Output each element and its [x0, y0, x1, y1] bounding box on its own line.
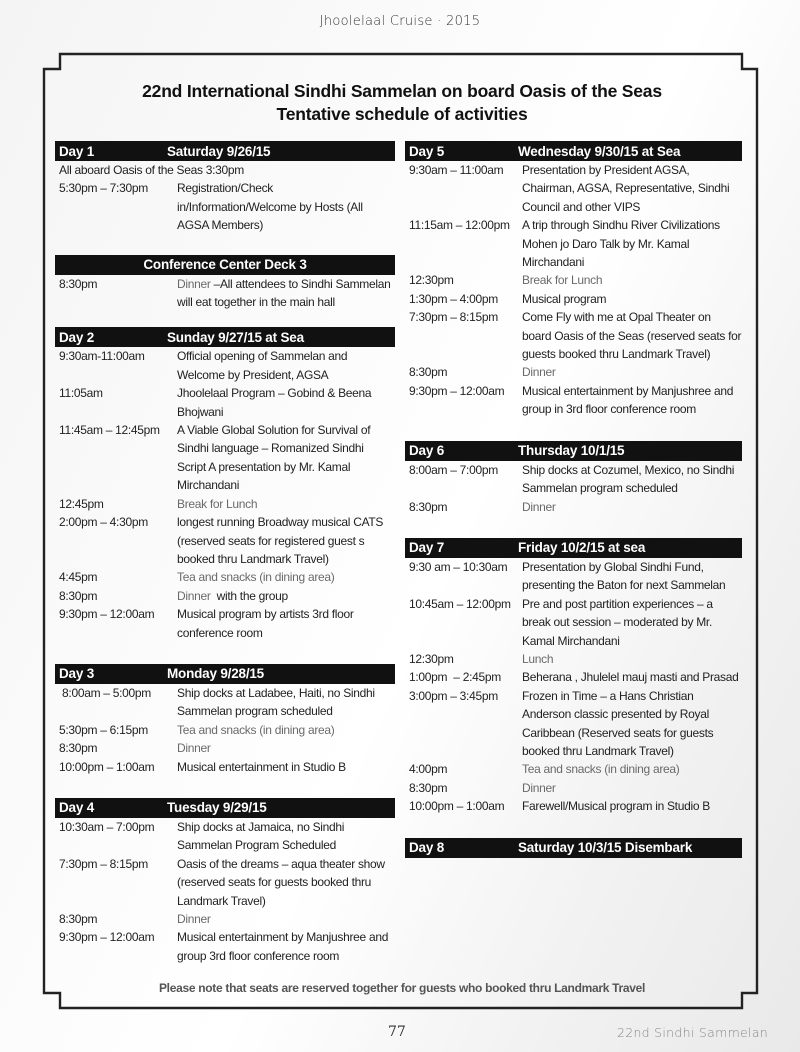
activity: All aboard Oasis of the Seas 3:30pm [59, 163, 244, 177]
schedule-row [405, 498, 742, 516]
activity: Dinner [177, 741, 211, 756]
schedule-row [55, 910, 395, 928]
day-3-section [55, 664, 395, 776]
activity: Tea and snacks (in dining area) [177, 722, 335, 737]
activity: Frozen in Time – a Hans Christian Anderson classic presented by Royal Caribbean (Reserved seats for guests booked thru Landmark Travel) [522, 688, 714, 758]
day-8-section [405, 838, 742, 858]
day-header [405, 441, 742, 461]
activity: longest running Broadway musical CATS (reserved seats for registered guest s booked thru Landmark Travel) [177, 515, 384, 566]
schedule-row [55, 568, 395, 586]
activity: Musical entertainment by Manjushree and group in 3rd floor conference room [522, 383, 734, 417]
day-date: Monday 9/28/15 [167, 666, 264, 682]
schedule-row [405, 797, 742, 815]
schedule-row [405, 271, 742, 289]
schedule-row [405, 558, 742, 595]
time: 10:00pm – 1:00am [409, 799, 505, 814]
day-date: Tuesday 9/29/15 [167, 800, 267, 816]
schedule-right-column [405, 141, 742, 868]
schedule-row [55, 161, 395, 179]
time: 12:30pm [409, 273, 454, 288]
time: 10:00pm – 1:00am [59, 759, 155, 774]
schedule-row [405, 461, 742, 498]
time: 8:00am – 5:00pm [59, 685, 151, 700]
time: 9:30am-11:00am [59, 349, 145, 364]
time: 9:30pm – 12:00am [59, 607, 155, 622]
activity: Farewell/Musical program in Studio B [522, 799, 710, 814]
time: 11:05am [59, 386, 103, 401]
time: 1:30pm – 4:00pm [409, 291, 498, 306]
day-header [405, 838, 742, 858]
schedule-row [55, 758, 395, 776]
day-number: Day 6 [409, 443, 445, 459]
title-line-1: 22nd International Sindhi Sammelan on board Oasis of the Seas [142, 81, 662, 101]
activity: Musical program [522, 291, 607, 306]
activity: Dinner [522, 365, 556, 380]
activity-dinner: Dinner [177, 276, 211, 291]
day-date: Friday 10/2/15 at sea [518, 540, 646, 556]
day-number: Day 3 [59, 666, 95, 682]
time: 7:30pm – 8:15pm [59, 856, 148, 871]
time: 12:30pm [409, 651, 454, 666]
schedule-row [405, 382, 742, 419]
schedule-row [405, 290, 742, 308]
schedule-row [405, 363, 742, 381]
day-date: Saturday 9/26/15 [167, 143, 271, 159]
schedule-row [55, 928, 395, 965]
time: 4:00pm [409, 762, 448, 777]
day-5-section [405, 141, 742, 419]
schedule-row [55, 587, 395, 605]
activity: Beherana , Jhulelel mauj masti and Prasad [522, 670, 739, 685]
activity: Pre and post partition experiences – a break out session – moderated by Mr. Kamal Mirchandani [522, 596, 713, 648]
day-header [55, 327, 395, 347]
time: 11:45am – 12:45pm [59, 423, 160, 438]
time: 9:30 am – 10:30am [409, 559, 508, 574]
schedule-row [55, 384, 395, 421]
day-number: Day 4 [59, 800, 95, 816]
time: 8:30pm [409, 499, 448, 514]
activity-detail: with the group [210, 588, 288, 603]
schedule-row [405, 760, 742, 778]
day-7-section [405, 538, 742, 816]
schedule-row [55, 818, 395, 855]
activity: Oasis of the dreams – aqua theater show (reserved seats for guests booked thru Landmark Travel) [177, 856, 385, 908]
schedule-row [405, 595, 742, 650]
schedule-row [405, 687, 742, 761]
activity: Ship docks at Jamaica, no Sindhi Sammelan Program Scheduled [177, 819, 345, 853]
time: 8:00am – 7:00pm [409, 462, 498, 477]
day-number: Day 5 [409, 143, 445, 159]
activity [177, 275, 395, 312]
schedule-row [55, 721, 395, 739]
reservation-note: Please note that seats are reserved together for guests who booked thru Landmark Travel [158, 981, 646, 995]
activity: Ship docks at Ladabee, Haiti, no Sindhi Sammelan program scheduled [177, 685, 375, 719]
page-number: 77 [388, 1024, 406, 1040]
time: 8:30pm [59, 912, 98, 926]
document-title [60, 80, 744, 126]
schedule-row [405, 779, 742, 797]
activity: Dinner [177, 912, 211, 926]
time: 11:15am – 12:00pm [409, 218, 510, 233]
time: 8:30pm [409, 365, 448, 380]
time: 12:45pm [59, 496, 104, 511]
schedule-row [55, 684, 395, 721]
day-6-section [405, 441, 742, 516]
activity: Official opening of Sammelan and Welcome by President, AGSA [177, 349, 348, 382]
activity: Musical entertainment by Manjushree and group 3rd floor conference room [177, 930, 389, 963]
day-number: Day 8 [409, 840, 445, 856]
running-head: Jhoolelaal Cruise · 2015 [319, 14, 481, 29]
day-1-section [55, 141, 395, 235]
schedule-left-column [55, 141, 395, 975]
time: 8:30pm [409, 780, 448, 795]
activity: Presentation by President AGSA, Chairman, AGSA, Representative, Sindhi Council and other VIPS [522, 163, 730, 214]
time: 5:30pm – 6:15pm [59, 722, 148, 737]
schedule-row [405, 668, 742, 686]
day-date: Saturday 10/3/15 Disembark [518, 840, 693, 856]
day-header [55, 141, 395, 161]
activity: Jhoolelaal Program – Gobind & Beena Bhojwani [177, 386, 372, 419]
schedule-row [55, 421, 395, 495]
venue-header [55, 255, 395, 275]
activity-detail: –All attendees to Sindhi Sammelan will eat together in the main hall [177, 276, 391, 310]
activity: Musical program by artists 3rd floor conference room [177, 607, 354, 640]
time: 8:30pm [59, 741, 98, 756]
time: 8:30pm [59, 588, 98, 603]
schedule-row [405, 308, 742, 363]
publication-footer: 22nd Sindhi Sammelan [616, 1025, 768, 1040]
conference-center-section [55, 255, 395, 312]
schedule-row [55, 855, 395, 910]
day-number: Day 7 [409, 540, 445, 556]
schedule-row [55, 179, 395, 234]
activity: Come Fly with me at Opal Theater on board Oasis of the Seas (reserved seats for guests booked thru Landmark Travel) [522, 310, 742, 362]
time: 10:30am – 7:00pm [59, 819, 155, 834]
activity-dinner: Dinner [177, 588, 211, 603]
day-4-section [55, 798, 395, 965]
activity: Dinner [522, 499, 556, 514]
schedule-row [405, 650, 742, 668]
activity: Musical entertainment in Studio B [177, 759, 346, 774]
time: 9:30pm – 12:00am [409, 383, 505, 398]
day-date: Wednesday 9/30/15 at Sea [518, 143, 681, 159]
time: 5:30pm – 7:30pm [59, 181, 148, 196]
activity: Presentation by Global Sindhi Fund, presenting the Baton for next Sammelan [522, 559, 726, 593]
schedule-row [55, 513, 395, 568]
time: 9:30am – 11:00am [409, 163, 504, 177]
day-header [405, 141, 742, 161]
day-number: Day 1 [59, 143, 95, 159]
schedule-row [405, 216, 742, 271]
activity: Tea and snacks (in dining area) [177, 570, 335, 585]
title-line-2: Tentative schedule of activities [276, 104, 528, 124]
schedule-row [55, 347, 395, 384]
activity: Lunch [522, 651, 554, 666]
day-date: Thursday 10/1/15 [518, 443, 625, 459]
time: 3:00pm – 3:45pm [409, 688, 498, 703]
schedule-row [55, 605, 395, 642]
time: 4:45pm [59, 570, 98, 585]
day-header [405, 538, 742, 558]
schedule-row [405, 161, 742, 216]
time: 9:30pm – 12:00am [59, 930, 155, 945]
time: 8:30pm [59, 276, 98, 291]
schedule-row [55, 495, 395, 513]
day-2-section [55, 327, 395, 642]
activity: Break for Lunch [522, 273, 603, 288]
activity [177, 587, 395, 605]
day-date: Sunday 9/27/15 at Sea [167, 329, 304, 345]
time: 10:45am – 12:00pm [409, 596, 511, 611]
schedule-row [55, 275, 395, 312]
activity: A trip through Sindhu River Civilizations Mohen jo Daro Talk by Mr. Kamal Mirchandani [522, 218, 720, 270]
schedule-row [55, 739, 395, 757]
time: 7:30pm – 8:15pm [409, 310, 498, 325]
activity: Ship docks at Cozumel, Mexico, no Sindhi Sammelan program scheduled [522, 462, 735, 496]
day-number: Day 2 [59, 329, 95, 345]
day-header [55, 798, 395, 818]
activity: Break for Lunch [177, 496, 258, 511]
activity: A Viable Global Solution for Survival of Sindhi language – Romanized Sindhi Script A presentation by Mr. Kamal Mirchandani [177, 423, 371, 493]
venue-label: Conference Center Deck 3 [143, 257, 307, 273]
time: 2:00pm – 4:30pm [59, 515, 148, 530]
activity: Dinner [522, 780, 556, 795]
day-header [55, 664, 395, 684]
activity: Registration/Check in/Information/Welcome by Hosts (All AGSA Members) [177, 181, 363, 233]
time: 1:00pm – 2:45pm [409, 670, 501, 685]
activity: Tea and snacks (in dining area) [522, 762, 680, 777]
